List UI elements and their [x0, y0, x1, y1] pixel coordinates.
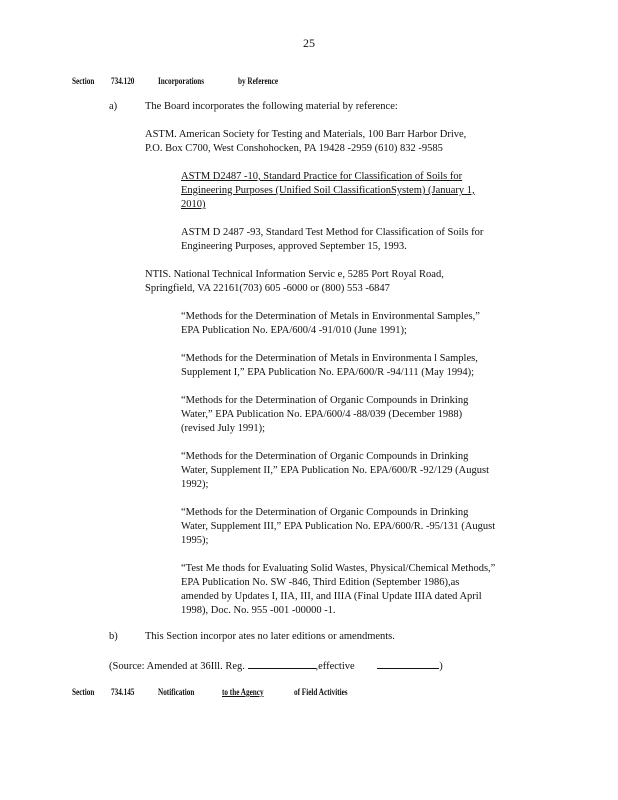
subsection-a-text: The Board incorporates the following material by reference: — [145, 101, 398, 112]
astm-address-line-1: ASTM. American Society for Testing and Materials, 100 Barr Harbor Drive, — [145, 129, 467, 140]
ntis-entry-3-line-1: “Methods for the Determination of Organic Compounds in Drinking — [181, 395, 469, 406]
section-number: 734.120 — [111, 76, 135, 86]
ntis-entry-4-line-2: Water, Supplement II,” EPA Publication No. EPA/600/R -92/129 (August — [181, 465, 489, 476]
ntis-entry-3-line-3: (revised July 1991); — [181, 423, 265, 434]
ntis-address-line-1: NTIS. National Technical Information Servic e, 5285 Port Royal Road, — [145, 269, 444, 280]
ntis-address-line-2: Springfield, VA 22161(703) 605 -6000 or (800) 553 -6847 — [145, 283, 390, 294]
ntis-entry-2-line-1: “Methods for the Determination of Metals in Environmenta l Samples, — [181, 353, 478, 364]
ntis-entry-1-line-1: “Methods for the Determination of Metals in Environmental Samples,” — [181, 311, 480, 322]
source-note-close: ) — [439, 661, 443, 672]
next-section-number: 734.145 — [111, 687, 135, 697]
blank-effective-date — [377, 658, 439, 669]
ntis-entry-6-line-1: “Test Me thods for Evaluating Solid Wastes, Physical/Chemical Methods,” — [181, 563, 496, 574]
ntis-entry-2-line-2: Supplement I,” EPA Publication No. EPA/600/R -94/111 (May 1994); — [181, 367, 475, 378]
ntis-entry-5-line-1: “Methods for the Determination of Organic Compounds in Drinking — [181, 507, 469, 518]
ntis-entry-4-line-1: “Methods for the Determination of Organic Compounds in Drinking — [181, 451, 469, 462]
blank-register-citation — [248, 658, 316, 669]
astm-d2487-93-line-1: ASTM D 2487 -93, Standard Test Method for Classification of Soils for — [181, 227, 484, 238]
subsection-b-label: b) — [109, 631, 118, 642]
source-note — [109, 658, 443, 674]
ntis-entry-6-line-4: 1998), Doc. No. 955 -001 -00000 -1. — [181, 605, 336, 616]
ntis-entry-6-line-3: amended by Updates I, IIA, III, and IIIA (Final Update IIIA dated April — [181, 591, 482, 602]
source-note-prefix: (Source: Amended at 36Ill. Reg. — [109, 661, 245, 672]
ntis-entry-6-line-2: EPA Publication No. SW -846, Third Edition (September 1986),as — [181, 577, 460, 588]
ntis-entry-5-line-2: Water, Supplement III,” EPA Publication No. EPA/600/R. -95/131 (August — [181, 521, 496, 532]
astm-address-line-2: P.O. Box C700, West Conshohocken, PA 19428 -2959 (610) 832 -9585 — [145, 143, 443, 154]
ntis-entry-1-line-2: EPA Publication No. EPA/600/4 -91/010 (June 1991); — [181, 325, 407, 336]
astm-d2487-93-line-2: Engineering Purposes, approved September 15, 1993. — [181, 241, 407, 252]
next-section-title-part-2: to the Agency — [222, 687, 264, 697]
astm-d2487-10-line-3: 2010) — [181, 199, 206, 210]
next-section-title-part-3: of Field Activities — [294, 687, 348, 697]
subsection-a-label: a) — [109, 101, 118, 112]
next-section-title-part-1: Notification — [158, 687, 195, 697]
ntis-entry-4-line-3: 1992); — [181, 479, 209, 490]
ntis-entry-5-line-3: 1995); — [181, 535, 209, 546]
next-section-label: Section — [72, 687, 95, 697]
page-number: 25 — [303, 36, 315, 50]
subsection-b-text: This Section incorpor ates no later editions or amendments. — [145, 631, 395, 642]
section-title-part-2: by Reference — [238, 76, 279, 86]
section-title-part-1: Incorporations — [158, 76, 205, 86]
section-label: Section — [72, 76, 95, 86]
astm-d2487-10-line-2: Engineering Purposes (Unified Soil ClassificationSystem) (January 1, — [181, 185, 475, 196]
ntis-entry-3-line-2: Water,” EPA Publication No. EPA/600/4 -88/039 (December 1988) — [181, 409, 463, 420]
source-note-effective: ,effective — [315, 661, 355, 672]
astm-d2487-10-line-1: ASTM D2487 -10, Standard Practice for Classification of Soils for — [181, 171, 463, 182]
